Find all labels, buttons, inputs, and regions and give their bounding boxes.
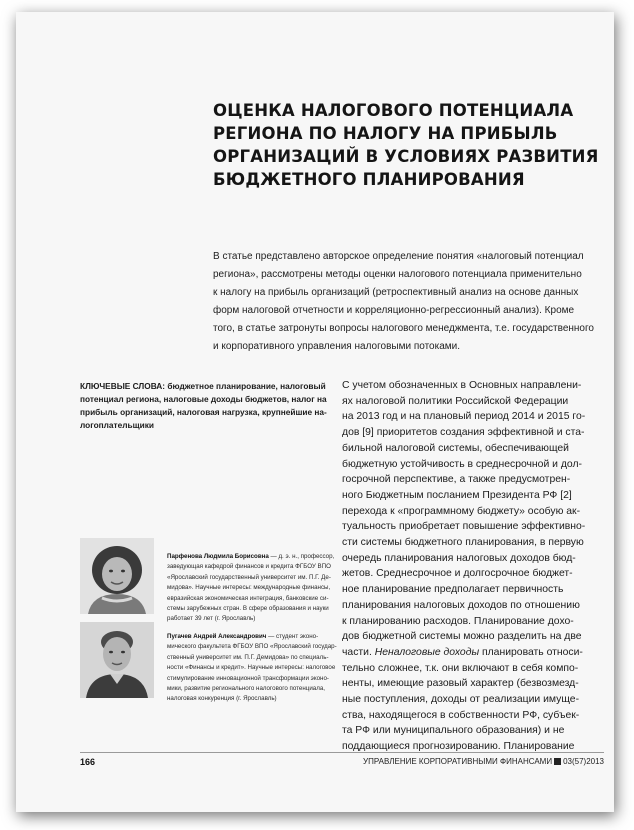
woman-portrait-icon bbox=[80, 538, 154, 614]
body-line: бильной налоговой системы, обеспечивающей bbox=[342, 442, 569, 454]
keywords-line: логоплательщики bbox=[80, 420, 154, 430]
body-line: ное планирование предполагает первичность bbox=[342, 584, 564, 596]
bio-line: мического факультета ФГБОУ ВПО «Ярославский государ- bbox=[167, 643, 337, 651]
body-line: дов [9] приоритетов создания эффективной и ста- bbox=[342, 427, 585, 439]
square-separator-icon bbox=[554, 758, 561, 765]
bio-line: мики, развитие регионального налогового потенциала, bbox=[167, 685, 325, 693]
author-bio bbox=[167, 632, 342, 705]
keywords-line: прибыль организаций, налоговая нагрузка, крупнейшие на- bbox=[80, 407, 327, 417]
article-body bbox=[342, 378, 604, 755]
bio-line: ности «Финансы и кредит». Научные интересы: налоговое bbox=[167, 664, 336, 672]
body-line: перехода к «программному бюджету» особую ак- bbox=[342, 505, 581, 517]
article-title bbox=[213, 99, 603, 191]
title-line: РЕГИОНА ПО НАЛОГУ НА ПРИБЫЛЬ bbox=[213, 124, 558, 143]
body-line: жетов. Среднесрочное и долгосрочное бюджет- bbox=[342, 568, 573, 580]
abstract-line: В статье представлено авторское определение понятия «налоговый потенциал bbox=[213, 251, 584, 262]
abstract-line: и корпоративного управления налоговыми потоками. bbox=[213, 341, 461, 352]
italic-term: Неналоговые доходы bbox=[374, 646, 480, 658]
bio-text: — студент эконо- bbox=[266, 633, 319, 640]
bio-line: ственный университет им. П.Г. Демидова» по специаль- bbox=[167, 653, 329, 661]
journal-page bbox=[16, 12, 614, 812]
title-line: ОРГАНИЗАЦИЙ В УСЛОВИЯХ РАЗВИТИЯ bbox=[213, 147, 599, 166]
bio-line bbox=[167, 552, 342, 562]
body-line: сти системы бюджетного планирования, в первую bbox=[342, 537, 584, 549]
keywords-line: потенциал региона, налоговые доходы бюджетов, налог на bbox=[80, 394, 327, 404]
journal-footer bbox=[363, 757, 604, 766]
abstract-line: региона», рассмотрены методы оценки налогового потенциала применительно bbox=[213, 269, 582, 280]
author-name: Парфенова Людмила Борисовна bbox=[167, 553, 269, 560]
abstract-line: к налогу на прибыль организаций (ретроспективный анализ на основе данных bbox=[213, 287, 579, 298]
bio-line: налоговая конкуренция (г. Ярославль) bbox=[167, 695, 277, 703]
body-line: планирования налоговых доходов по отношению bbox=[342, 599, 580, 611]
author-card bbox=[80, 538, 342, 623]
body-line-rest: планировать относи- bbox=[479, 646, 583, 658]
body-line: поддающиеся прогнозированию. Планирование bbox=[342, 741, 575, 753]
body-line: бюджетную устойчивость в среднесрочной и дол- bbox=[342, 458, 582, 470]
abstract-line: того, в статье затронуты вопросы налогового менеджмента, т.е. государственного bbox=[213, 323, 594, 334]
body-line: дов бюджетной системы можно разделить на две bbox=[342, 631, 582, 643]
bio-line: «Ярославский государственный университет им. П.Г. Де- bbox=[167, 573, 331, 581]
page-number: 166 bbox=[80, 757, 96, 767]
author-photo bbox=[80, 622, 154, 698]
bio-line: стимулирование инновационной трансформации эконо- bbox=[167, 674, 329, 682]
body-line: госрочной перспективе, а также предусмотрен- bbox=[342, 474, 571, 486]
author-card bbox=[80, 622, 342, 702]
body-line: ях налоговой политики Российской Федерации bbox=[342, 395, 569, 407]
man-portrait-icon bbox=[80, 622, 154, 698]
keywords-block bbox=[80, 380, 342, 432]
body-line: С учетом обозначенных в Основных направлени- bbox=[342, 380, 582, 391]
author-photo bbox=[80, 538, 154, 614]
body-line: ненты, имеющие разовый характер (безвозмезд- bbox=[342, 678, 579, 690]
bio-text: — д. э. н., профессор, bbox=[268, 553, 335, 560]
body-line: ного Бюджетным посланием Президента РФ [2] bbox=[342, 489, 572, 501]
title-line: БЮДЖЕТНОГО ПЛАНИРОВАНИЯ bbox=[213, 170, 525, 189]
journal-name: УПРАВЛЕНИЕ КОРПОРАТИВНЫМИ ФИНАНСАМИ bbox=[363, 757, 553, 766]
bio-line: мидова». Научные интересы: международные финансы, bbox=[167, 584, 331, 592]
author-bio bbox=[167, 552, 342, 625]
author-name: Пугачев Андрей Александрович bbox=[167, 633, 267, 640]
body-line-mixed bbox=[342, 645, 604, 661]
body-line: туальность приобретает повышение эффективно- bbox=[342, 521, 586, 533]
journal-issue: 03(57)2013 bbox=[563, 757, 604, 766]
bio-line bbox=[167, 632, 342, 642]
body-line-start: части. bbox=[342, 646, 372, 658]
body-line: очередь планирования налоговых доходов бюд- bbox=[342, 552, 576, 564]
bio-line: евразийская экономическая интеграция, банковские си- bbox=[167, 594, 329, 602]
body-line: та РФ или муниципального образования) и не bbox=[342, 725, 565, 737]
body-line: тельно сложнее, т.к. они включают в себя компо- bbox=[342, 662, 579, 674]
body-line: ные поступления, доходы от реализации имуще- bbox=[342, 694, 580, 706]
bio-line: работает 39 лет (г. Ярославль) bbox=[167, 615, 256, 623]
keywords-line: КЛЮЧЕВЫЕ СЛОВА: бюджетное планирование, налоговый bbox=[80, 381, 326, 391]
title-line: ОЦЕНКА НАЛОГОВОГО ПОТЕНЦИАЛА bbox=[213, 101, 574, 120]
body-line: к планированию расходов. Планирование дохо- bbox=[342, 615, 574, 627]
abstract-line: форм налоговой отчетности и корреляционно-регрессионный анализ). Кроме bbox=[213, 305, 575, 316]
body-line: на 2013 год и на плановый период 2014 и 2015 го- bbox=[342, 411, 586, 423]
bio-line: заведующая кафедрой финансов и кредита ФГБОУ ВПО bbox=[167, 563, 331, 571]
article-abstract bbox=[213, 248, 594, 356]
bio-line: стемы зарубежных стран. В сфере образования и науки bbox=[167, 605, 329, 613]
footer-divider bbox=[80, 752, 604, 753]
body-line: ства, находящегося в собственности РФ, субъек- bbox=[342, 709, 580, 721]
